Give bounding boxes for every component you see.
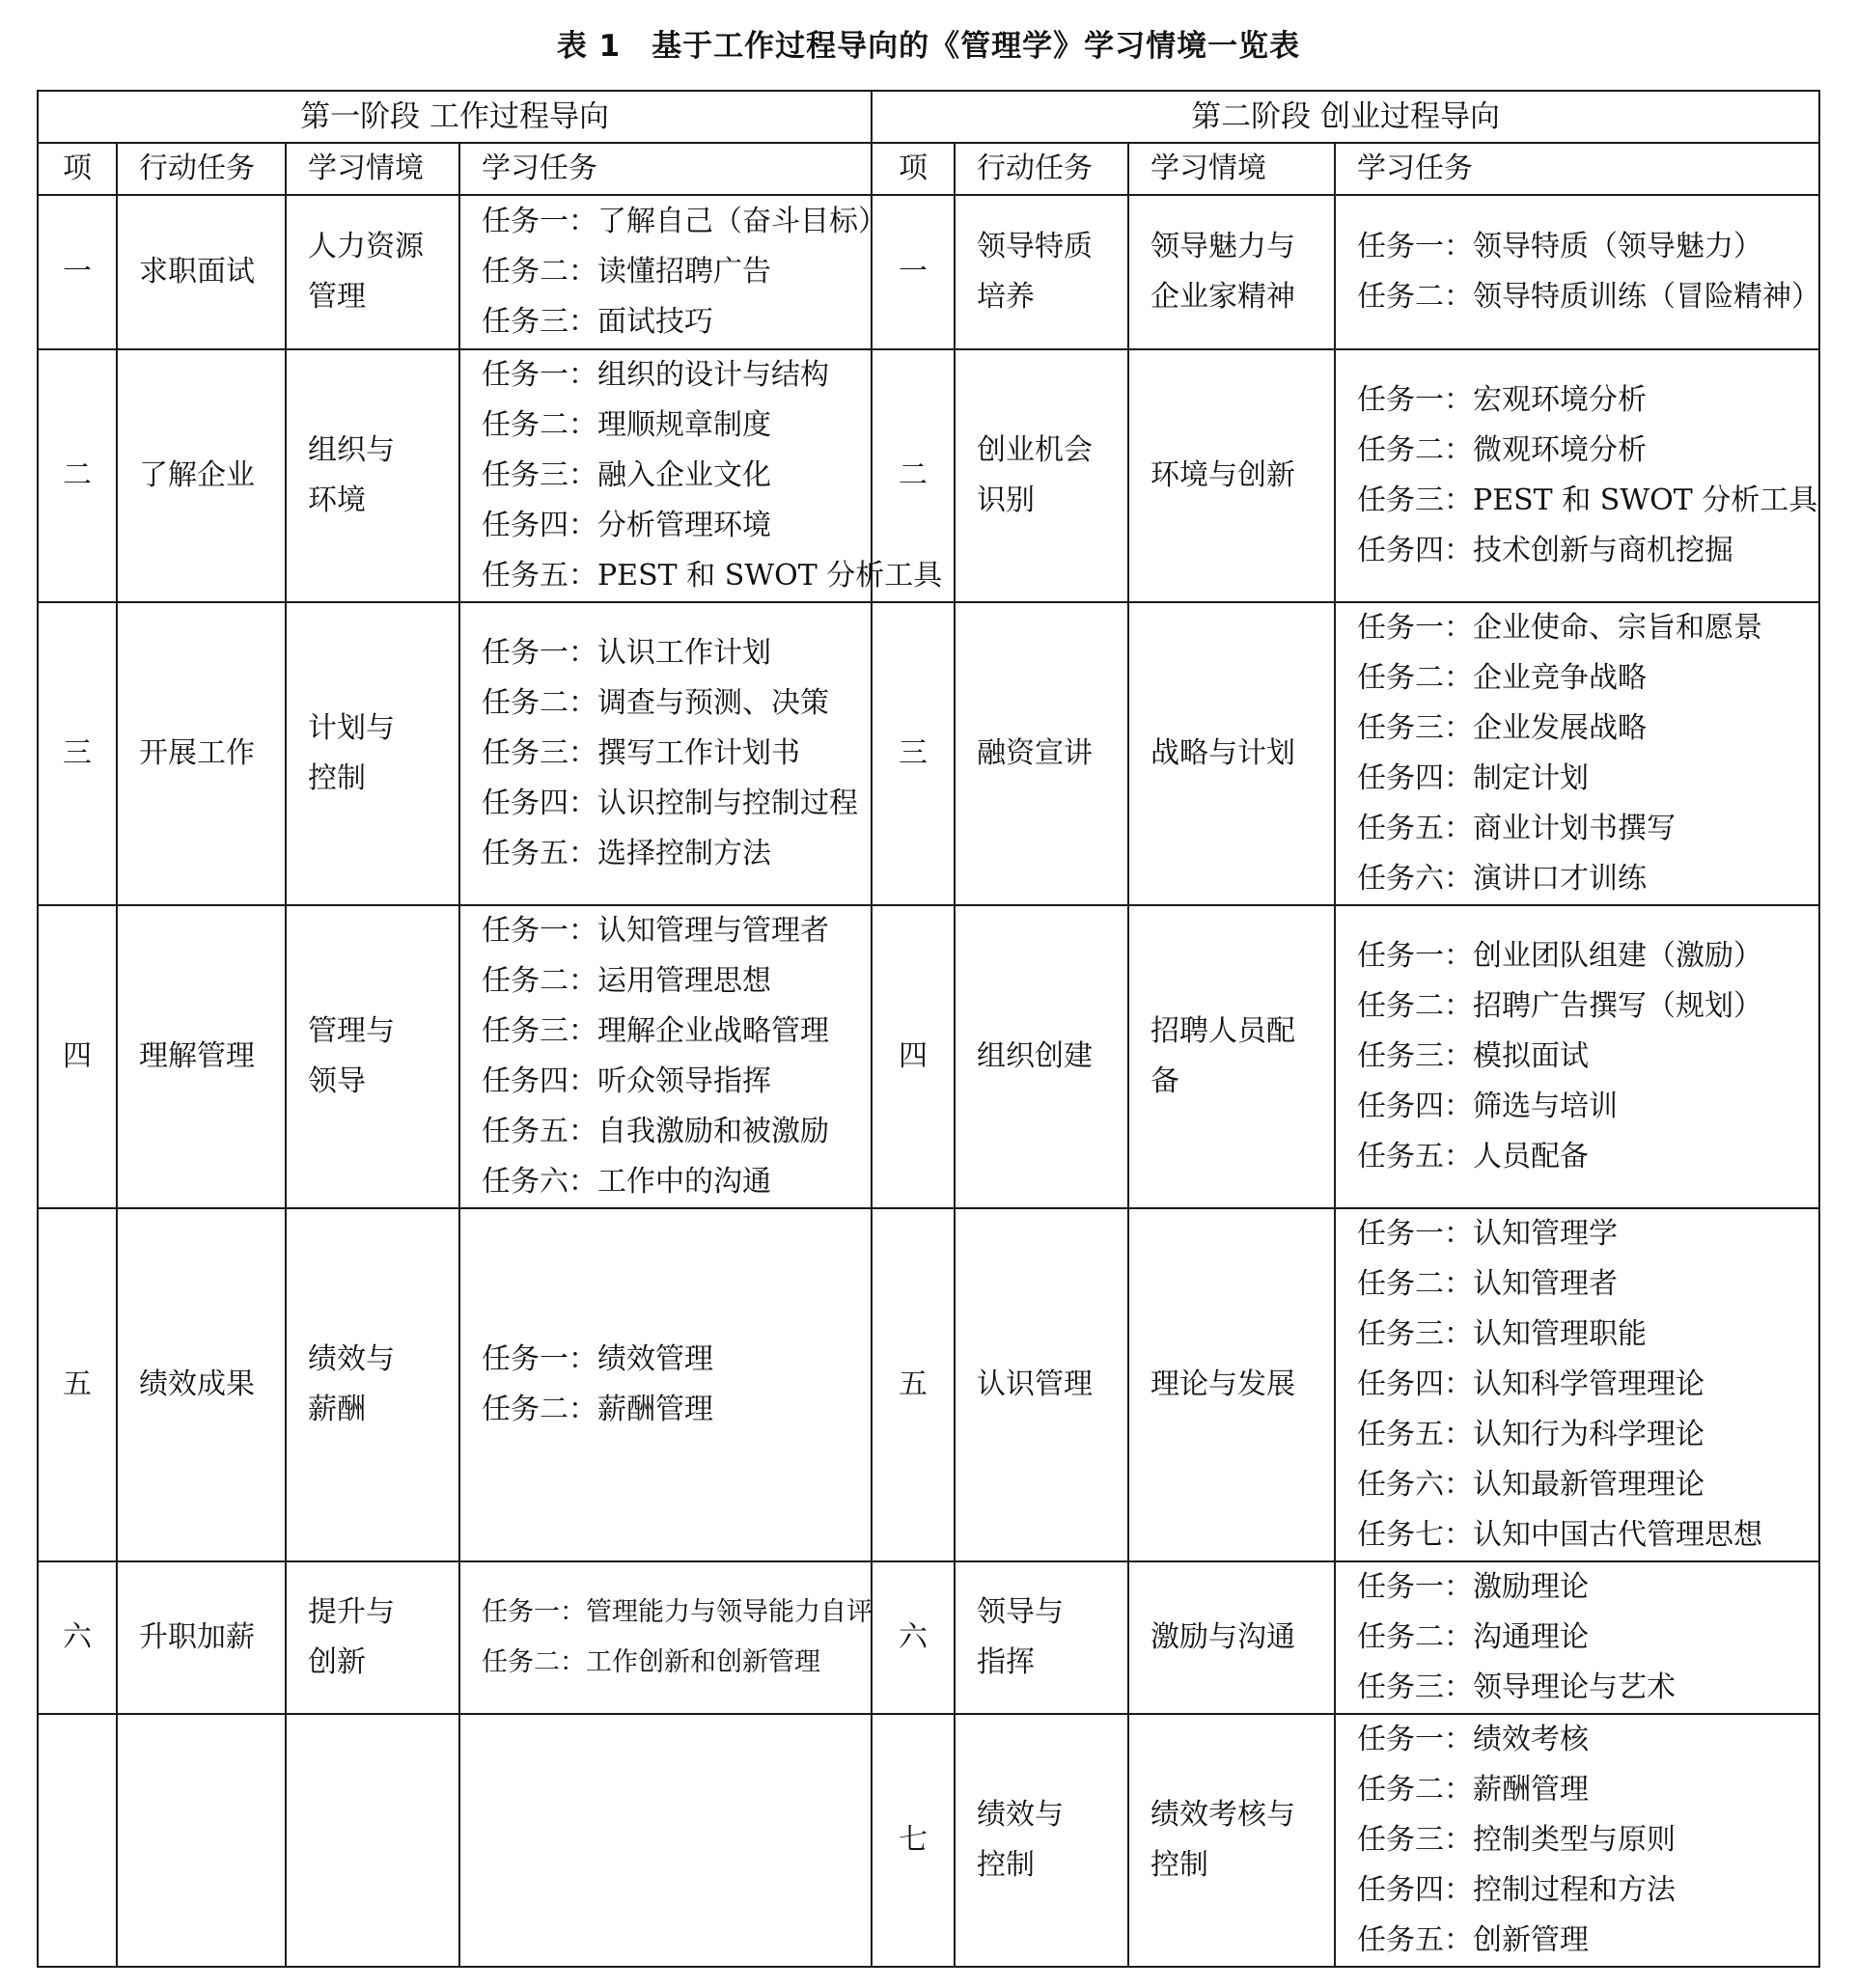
s1-task-line: 任务五：自我激励和被激励 [482, 1115, 829, 1148]
s1-task-line: 任务五：PEST 和 SWOT 分析工具 [482, 559, 943, 593]
s1-item-number: 五 [38, 1208, 117, 1561]
s1-action-task: 了解企业 [117, 349, 286, 602]
s2-action-line: 融资宣讲 [977, 736, 1094, 770]
s2-task-line: 任务五：商业计划书撰写 [1357, 812, 1677, 845]
s2-task-line: 任务二：领导特质训练（冒险精神） [1357, 280, 1821, 314]
s2-learning-situation [1128, 195, 1335, 349]
s1-item-number: 四 [38, 905, 117, 1208]
s2-situation-line: 企业家精神 [1150, 280, 1296, 314]
s1-task-line: 任务二：理顺规章制度 [482, 408, 771, 442]
s2-task-line: 任务四：筛选与培训 [1357, 1090, 1619, 1123]
s2-item-number: 三 [872, 602, 955, 905]
s2-learning-situation [1128, 1561, 1335, 1714]
s2-task-line: 任务三：企业发展战略 [1357, 711, 1648, 745]
s2-task-line: 任务二：企业竞争战略 [1357, 661, 1648, 695]
s1-task-line: 任务四：分析管理环境 [482, 509, 771, 542]
table-row [38, 905, 1819, 1208]
s1-action-task [117, 1714, 286, 1967]
s2-task-line: 任务三：PEST 和 SWOT 分析工具 [1357, 483, 1818, 517]
s2-item-number: 六 [872, 1561, 955, 1714]
s1-task-line: 任务四：认识控制与控制过程 [482, 787, 858, 820]
s2-learning-situation [1128, 602, 1335, 905]
s2-task-line: 任务四：控制过程和方法 [1357, 1873, 1677, 1907]
s2-task-line: 任务四：技术创新与商机挖掘 [1357, 534, 1734, 567]
col-header-action: 行动任务 [117, 143, 286, 195]
s1-situation-line: 绩效与 [308, 1342, 395, 1376]
s1-situation-line: 环境 [308, 483, 366, 517]
s2-task-line: 任务一：认知管理学 [1357, 1217, 1619, 1251]
s2-item-number: 四 [872, 905, 955, 1208]
s2-task-line: 任务五：创新管理 [1357, 1923, 1590, 1957]
col-header-num: 项 [38, 143, 117, 195]
s1-situation-line: 人力资源 [308, 230, 424, 263]
s2-action-line: 认识管理 [977, 1367, 1094, 1401]
s2-action-line: 培养 [977, 280, 1036, 314]
s2-task-line: 任务三：认知管理职能 [1357, 1317, 1648, 1351]
s1-item-number: 六 [38, 1561, 117, 1714]
s2-action-line: 控制 [977, 1848, 1036, 1882]
s1-item-number: 三 [38, 602, 117, 905]
s1-learning-situation [286, 1561, 459, 1714]
s1-situation-line: 管理 [308, 280, 366, 314]
s1-task-line: 任务一：管理能力与领导能力自评 [482, 1597, 873, 1627]
s2-action-line: 识别 [977, 483, 1036, 517]
s1-task-line: 任务二：调查与预测、决策 [482, 686, 829, 720]
table-row [38, 1714, 1819, 1967]
col-header-tasks: 学习任务 [1335, 143, 1819, 195]
s2-item-number: 二 [872, 349, 955, 602]
s1-task-line: 任务一：认识工作计划 [482, 636, 771, 670]
s2-task-line: 任务一：宏观环境分析 [1357, 383, 1648, 417]
s2-learning-tasks [1335, 905, 1819, 1208]
s1-task-line: 任务二：运用管理思想 [482, 964, 771, 998]
stage-header-row [38, 91, 1819, 143]
s2-action-task [955, 195, 1128, 349]
s1-situation-line: 计划与 [308, 711, 395, 745]
s1-situation-line: 提升与 [308, 1595, 395, 1629]
s1-learning-tasks [459, 1714, 872, 1967]
s1-task-line: 任务一：绩效管理 [482, 1342, 713, 1376]
s1-action-task: 升职加薪 [117, 1561, 286, 1714]
s1-task-line: 任务一：认知管理与管理者 [482, 914, 829, 948]
table-row [38, 195, 1819, 349]
s1-learning-tasks [459, 1561, 872, 1714]
col-header-action: 行动任务 [955, 143, 1128, 195]
s1-item-number: 二 [38, 349, 117, 602]
s2-task-line: 任务二：沟通理论 [1357, 1620, 1590, 1654]
s1-situation-line: 组织与 [308, 433, 395, 467]
s1-learning-tasks [459, 349, 943, 602]
stage1-header: 第一阶段 工作过程导向 [38, 91, 872, 143]
s2-learning-situation [1128, 905, 1335, 1208]
s2-action-line: 领导特质 [977, 230, 1094, 263]
s1-task-line: 任务三：理解企业战略管理 [482, 1014, 829, 1048]
s2-situation-line: 备 [1150, 1064, 1180, 1098]
s1-task-line: 任务三：面试技巧 [482, 305, 713, 339]
learning-situation-table [37, 90, 1820, 1968]
s1-task-line: 任务一：组织的设计与结构 [482, 358, 829, 392]
s2-task-line: 任务三：领导理论与艺术 [1357, 1670, 1677, 1704]
s1-task-line: 任务三：融入企业文化 [482, 458, 771, 492]
s2-learning-tasks [1335, 602, 1819, 905]
s2-task-line: 任务五：人员配备 [1357, 1140, 1590, 1173]
s1-learning-tasks [459, 905, 872, 1208]
s2-item-number: 七 [872, 1714, 955, 1967]
table-title: 表 1 基于工作过程导向的《管理学》学习情境一览表 [556, 29, 1301, 64]
s2-learning-tasks [1335, 195, 1819, 349]
s2-task-line: 任务一：企业使命、宗旨和愿景 [1357, 611, 1763, 645]
s2-task-line: 任务三：模拟面试 [1357, 1039, 1590, 1073]
s2-task-line: 任务一：激励理论 [1357, 1570, 1590, 1604]
s2-situation-line: 控制 [1150, 1848, 1209, 1882]
s2-task-line: 任务四：制定计划 [1357, 761, 1590, 795]
s2-situation-line: 环境与创新 [1150, 458, 1296, 492]
s1-task-line: 任务三：撰写工作计划书 [482, 736, 800, 770]
s1-task-line: 任务六：工作中的沟通 [482, 1165, 771, 1199]
s2-learning-tasks [1335, 1714, 1819, 1967]
table-row [38, 1208, 1819, 1561]
s2-task-line: 任务二：认知管理者 [1357, 1267, 1619, 1301]
s2-learning-tasks [1335, 349, 1819, 602]
s2-situation-line: 招聘人员配 [1150, 1014, 1296, 1048]
s2-action-task [955, 1561, 1128, 1714]
s2-situation-line: 理论与发展 [1150, 1367, 1296, 1401]
s2-task-line: 任务一：创业团队组建（激励） [1357, 939, 1763, 973]
s1-situation-line: 领导 [308, 1064, 366, 1098]
table-row [38, 1561, 1819, 1714]
s2-learning-tasks [1335, 1208, 1819, 1561]
s1-learning-tasks [459, 602, 872, 905]
s2-situation-line: 战略与计划 [1150, 736, 1296, 770]
s1-learning-situation [286, 349, 459, 602]
s1-task-line: 任务四：听众领导指挥 [482, 1064, 771, 1098]
s1-task-line: 任务五：选择控制方法 [482, 837, 771, 870]
s1-action-task: 绩效成果 [117, 1208, 286, 1561]
s2-task-line: 任务四：认知科学管理理论 [1357, 1367, 1705, 1401]
col-header-situation: 学习情境 [1128, 143, 1335, 195]
s2-learning-situation [1128, 1208, 1335, 1561]
s1-learning-situation [286, 195, 459, 349]
s2-action-line: 创业机会 [977, 433, 1094, 467]
s1-learning-tasks [459, 1208, 872, 1561]
s2-item-number: 一 [872, 195, 955, 349]
s1-action-task: 开展工作 [117, 602, 286, 905]
s1-task-line: 任务二：薪酬管理 [482, 1393, 713, 1426]
s1-situation-line: 薪酬 [308, 1393, 366, 1426]
col-header-num: 项 [872, 143, 955, 195]
s1-learning-situation [286, 1208, 459, 1561]
s2-task-line: 任务五：认知行为科学理论 [1357, 1418, 1705, 1451]
col-header-situation: 学习情境 [286, 143, 459, 195]
table-row [38, 349, 1819, 602]
table-row [38, 602, 1819, 905]
s2-task-line: 任务二：薪酬管理 [1357, 1773, 1590, 1807]
s1-learning-tasks [459, 195, 887, 349]
s2-action-line: 指挥 [977, 1645, 1036, 1679]
s1-learning-situation [286, 1714, 459, 1967]
s2-situation-line: 绩效考核与 [1150, 1798, 1296, 1832]
s2-action-line: 绩效与 [977, 1798, 1065, 1832]
s1-item-number: 一 [38, 195, 117, 349]
s1-action-task: 理解管理 [117, 905, 286, 1208]
s2-task-line: 任务二：微观环境分析 [1357, 433, 1648, 467]
column-header-row [38, 143, 1819, 195]
s1-item-number [38, 1714, 117, 1967]
s2-action-task [955, 349, 1128, 602]
col-header-tasks: 学习任务 [459, 143, 872, 195]
s1-task-line: 任务二：读懂招聘广告 [482, 255, 771, 289]
s2-task-line: 任务二：招聘广告撰写（规划） [1357, 989, 1763, 1023]
s2-task-line: 任务六：认知最新管理理论 [1357, 1468, 1705, 1502]
s2-task-line: 任务三：控制类型与原则 [1357, 1823, 1677, 1857]
s2-action-line: 领导与 [977, 1595, 1065, 1629]
s2-task-line: 任务一：绩效考核 [1357, 1723, 1590, 1756]
s2-item-number: 五 [872, 1208, 955, 1561]
stage2-header: 第二阶段 创业过程导向 [872, 91, 1819, 143]
s2-action-task [955, 1714, 1128, 1967]
s1-situation-line: 创新 [308, 1645, 366, 1679]
s1-situation-line: 管理与 [308, 1014, 395, 1048]
s2-task-line: 任务六：演讲口才训练 [1357, 862, 1648, 896]
s2-situation-line: 激励与沟通 [1150, 1620, 1296, 1654]
s2-task-line: 任务七：认知中国古代管理思想 [1357, 1518, 1763, 1552]
s1-situation-line: 控制 [308, 761, 366, 795]
s2-action-task [955, 905, 1128, 1208]
s2-learning-situation [1128, 349, 1335, 602]
s1-task-line: 任务二：工作创新和创新管理 [482, 1647, 820, 1677]
s2-task-line: 任务一：领导特质（领导魅力） [1357, 230, 1763, 263]
s2-action-task [955, 602, 1128, 905]
s1-learning-situation [286, 602, 459, 905]
s1-task-line: 任务一：了解自己（奋斗目标） [482, 205, 887, 238]
s1-action-task: 求职面试 [117, 195, 286, 349]
s2-situation-line: 领导魅力与 [1150, 230, 1296, 263]
s2-learning-tasks [1335, 1561, 1819, 1714]
s1-learning-situation [286, 905, 459, 1208]
s2-learning-situation [1128, 1714, 1335, 1967]
s2-action-task [955, 1208, 1128, 1561]
s2-action-line: 组织创建 [977, 1039, 1094, 1073]
